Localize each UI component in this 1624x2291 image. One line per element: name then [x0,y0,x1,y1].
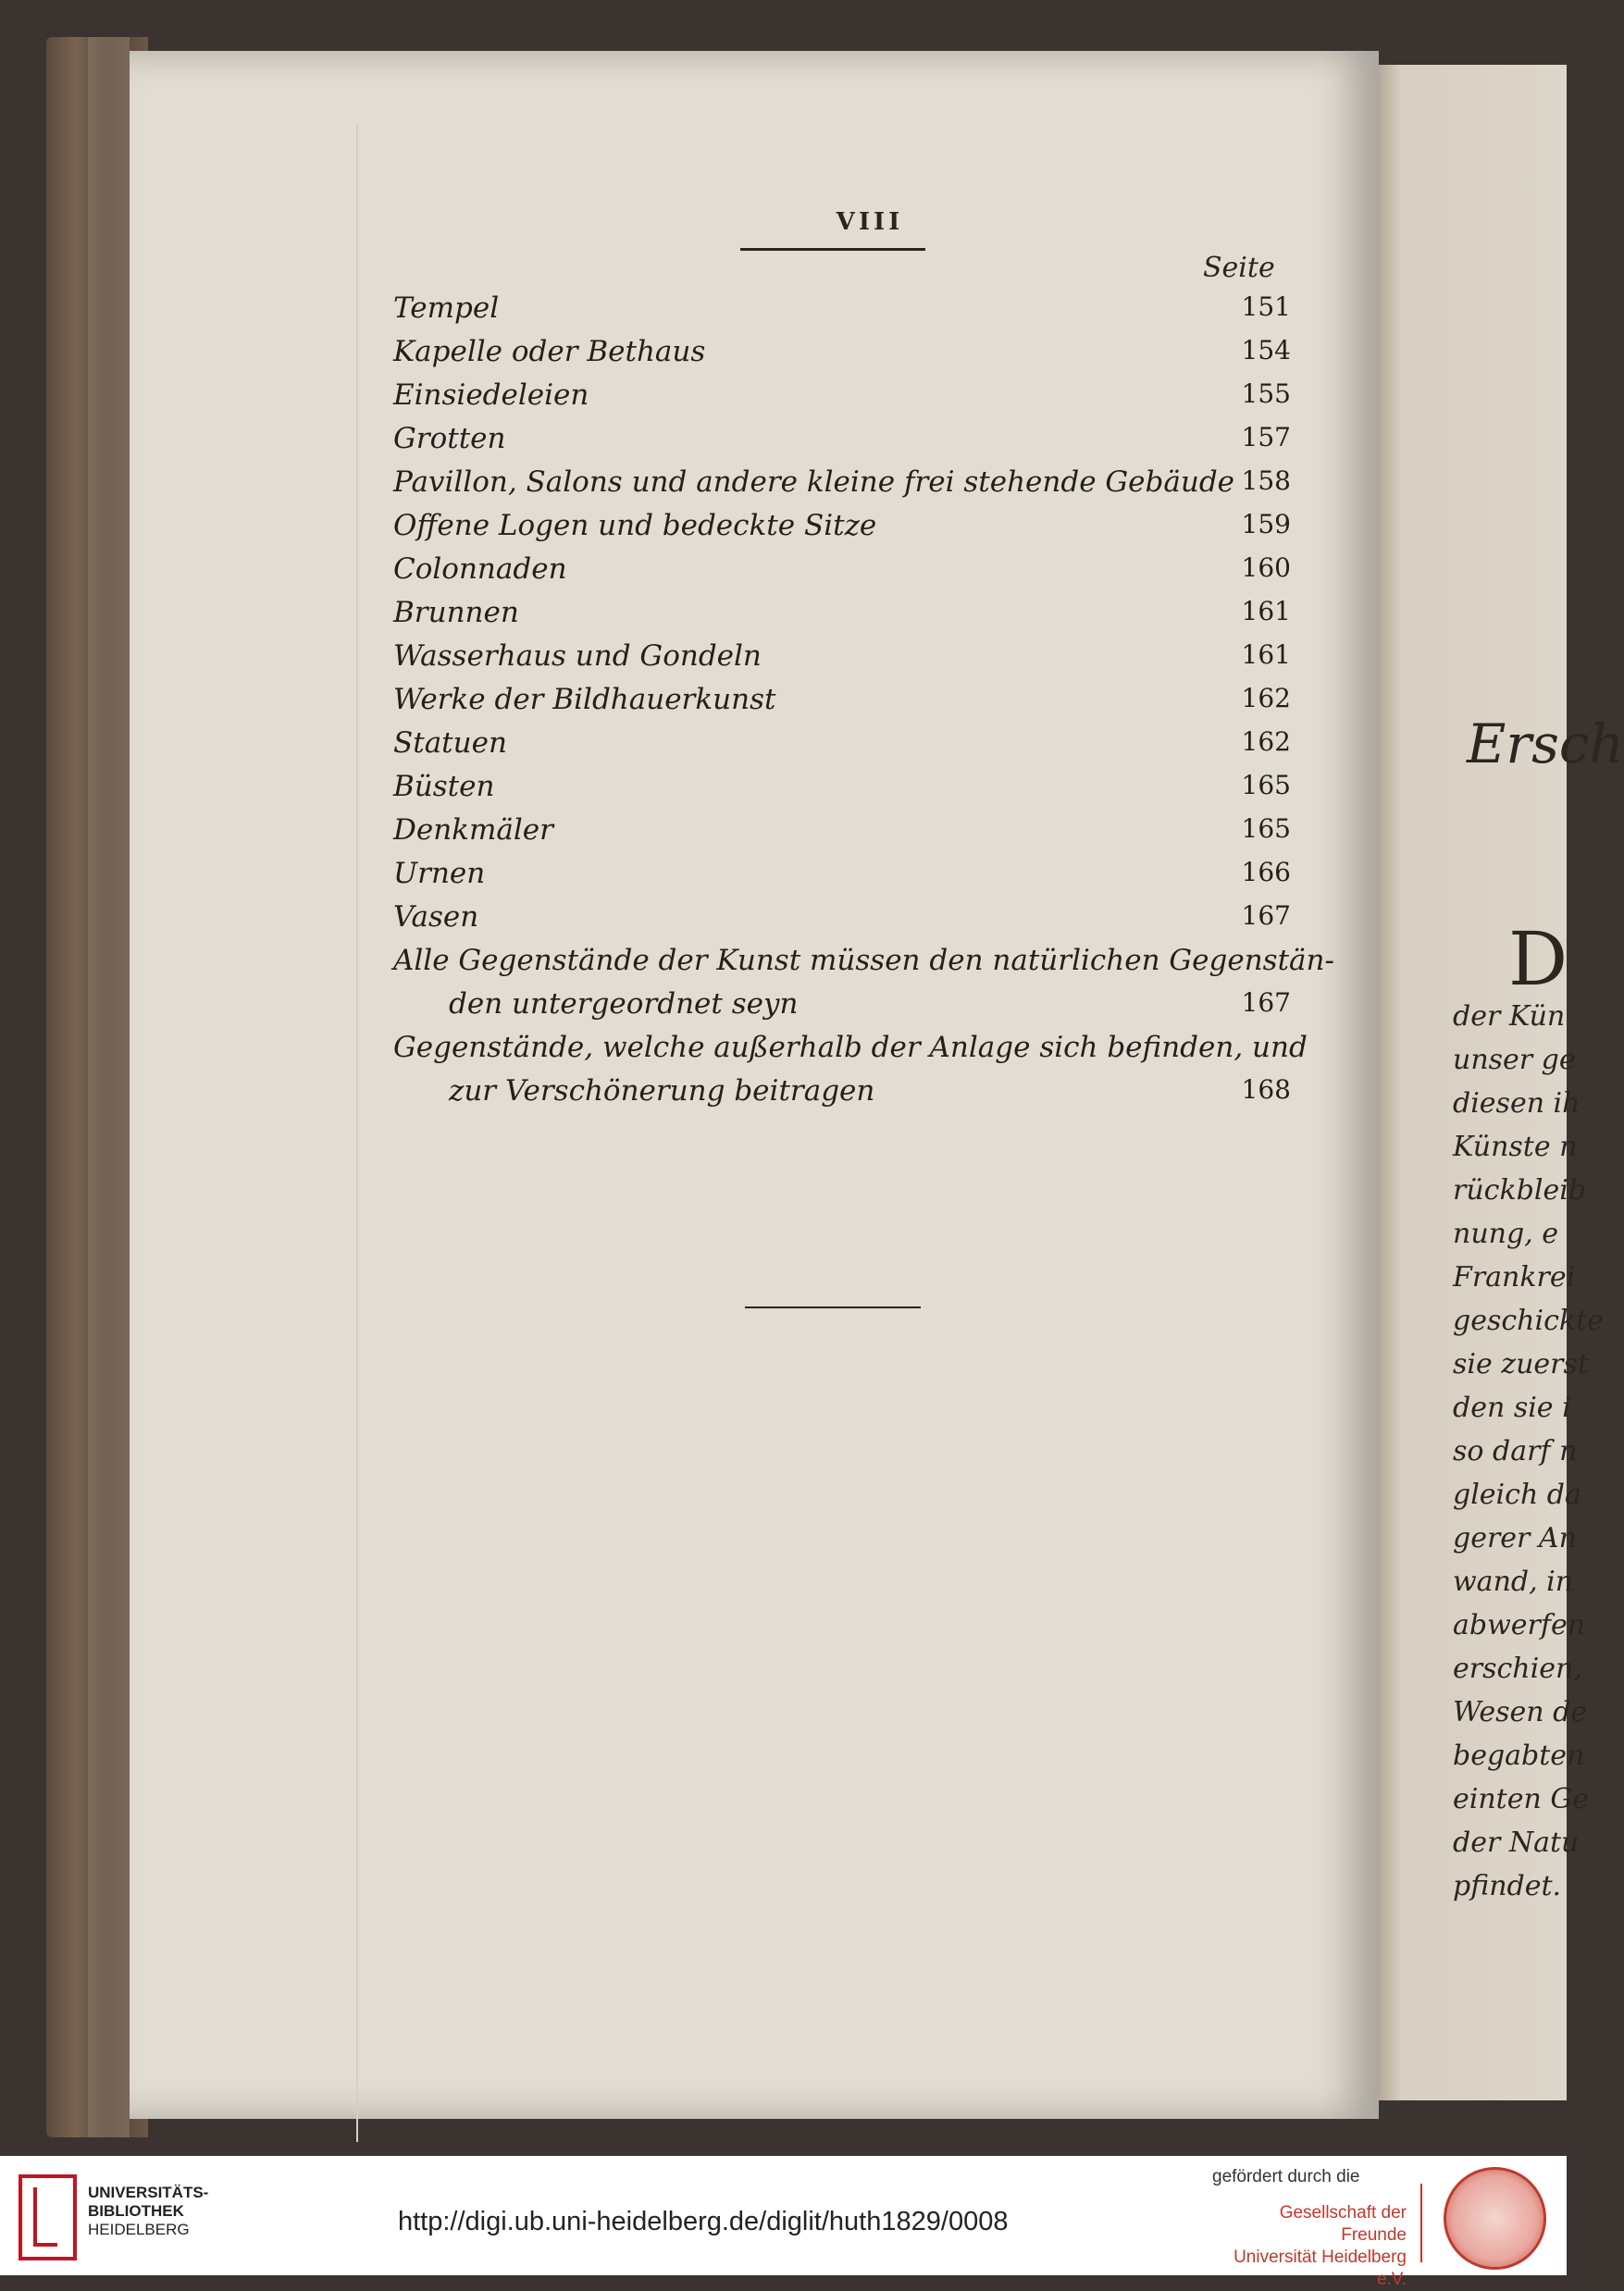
toc-entry-page: 160 [1241,552,1291,583]
toc-entry [393,596,1291,639]
toc-entry-page: 168 [1241,1074,1291,1105]
toc-entry-page: 151 [1241,291,1291,322]
toc-entry-page: 157 [1241,422,1291,452]
toc-entry [393,987,1291,1031]
toc-entry-label: Gegenstände, welche außerhalb der Anlage sich befinden, und [393,1031,1308,1064]
toc-entry-label: Einsiedeleien [393,378,589,412]
toc-entry [393,1074,1291,1118]
toc-entry-page: 155 [1241,378,1291,409]
facing-page-line: Künste n [1453,1131,1578,1163]
toc-entry [393,944,1334,987]
facing-page-line: rückbleib [1453,1174,1586,1207]
toc-entry-label: Colonnaden [393,552,567,586]
header-rule [740,248,925,251]
toc-entry [393,335,1291,378]
facing-page-line: der Kün [1453,1000,1566,1033]
facing-page-line: erschien, [1453,1653,1582,1685]
toc-entry-label: Büsten [393,770,495,803]
facing-page-line: pfindet. [1453,1870,1562,1902]
facing-page-line: geschickte [1453,1305,1604,1337]
toc-entry [393,1031,1308,1074]
facing-page-line: Wesen de [1453,1696,1588,1728]
toc-entry [393,291,1291,335]
toc-entry-label: Alle Gegenstände der Kunst müssen den natürlichen Gegenstän- [393,944,1334,977]
toc-entry-page: 161 [1241,596,1291,626]
facing-page-line: so darf n [1453,1435,1578,1467]
toc-entry-label: Statuen [393,726,507,760]
toc-entry-label: Denkmäler [393,813,553,847]
library-logo-icon[interactable] [19,2174,77,2260]
facing-page-line: den sie i [1453,1392,1571,1424]
toc-entry [393,683,1291,726]
toc-entry-page: 159 [1241,509,1291,539]
toc-entry-label: Pavillon, Salons und andere kleine frei stehende Gebäude [393,465,1235,499]
toc-entry-page: 162 [1241,726,1291,757]
toc-entry-label: Grotten [393,422,506,455]
toc-entry [393,813,1291,857]
toc-entry-label: Kapelle oder Bethaus [393,335,706,368]
society-name: Gesellschaft der Freunde Universität Heidelberg e.V. [1233,2203,1407,2289]
toc-entry [393,639,1291,683]
toc-entry-page: 158 [1241,465,1291,496]
toc-entry [393,552,1291,596]
facing-page-line: unser ge [1453,1044,1576,1076]
toc-entry-page: 165 [1241,770,1291,800]
toc-entry-page: 165 [1241,813,1291,844]
toc-entry [393,857,1291,900]
toc-entry-page: 167 [1241,900,1291,931]
permalink-url[interactable]: http://digi.ub.uni-heidelberg.de/diglit/huth1829/0008 [398,2207,1009,2236]
toc-entry-label: Tempel [393,291,500,325]
facing-page-initial: D [1508,916,1568,1002]
toc-entry [393,378,1291,422]
toc-entry-page: 167 [1241,987,1291,1018]
toc-entry [393,422,1291,465]
toc-entry [393,900,1291,944]
bottom-rule [745,1306,921,1308]
facing-page-text [1453,995,1604,1908]
page-fold-line [356,125,358,2142]
toc-entry-label: Brunnen [393,596,519,629]
toc-entry-label: zur Verschönerung beitragen [449,1074,875,1108]
facing-page-line: nung, e [1453,1218,1558,1250]
column-label: Seite [1203,252,1275,284]
toc-entry-label: Vasen [393,900,479,934]
facing-page-line: diesen ih [1453,1087,1581,1120]
toc-entry-label: Offene Logen und bedeckte Sitze [393,509,877,542]
page-header: VIII [836,208,904,236]
facing-page-line: begabten [1453,1740,1585,1772]
facing-page-line: einten Ge [1453,1783,1590,1815]
sponsor-label: gefördert durch die [1212,2167,1360,2186]
toc-entry-page: 162 [1241,683,1291,713]
toc-entry [393,726,1291,770]
toc-entry-page: 166 [1241,857,1291,887]
table-of-contents [393,291,1334,1118]
toc-entry [393,509,1291,552]
toc-entry-label: den untergeordnet seyn [449,987,799,1021]
facing-page-line: gleich da [1453,1479,1581,1511]
facing-page-line: sie zuerst [1453,1348,1589,1381]
toc-entry-label: Werke der Bildhauerkunst [393,683,776,716]
toc-entry [393,770,1291,813]
university-seal-icon[interactable] [1444,2167,1546,2270]
facing-page-line: gerer An [1453,1522,1577,1554]
toc-entry-label: Urnen [393,857,486,890]
cover-edge [88,37,130,2137]
toc-entry-page: 154 [1241,335,1291,365]
library-name: UNIVERSITÄTS- BIBLIOTHEK HEIDELBERG [88,2184,209,2238]
footer-bar [0,2156,1567,2289]
facing-page-line: der Natu [1453,1827,1580,1859]
toc-entry [393,465,1291,509]
facing-page-line: abwerfen [1453,1609,1586,1641]
footer-divider [1420,2184,1422,2262]
toc-entry-page: 161 [1241,639,1291,670]
toc-entry-label: Wasserhaus und Gondeln [393,639,762,673]
facing-page-title: Ersch [1467,712,1624,775]
facing-page-line: Frankrei [1453,1261,1576,1294]
facing-page-line: wand, in [1453,1566,1574,1598]
